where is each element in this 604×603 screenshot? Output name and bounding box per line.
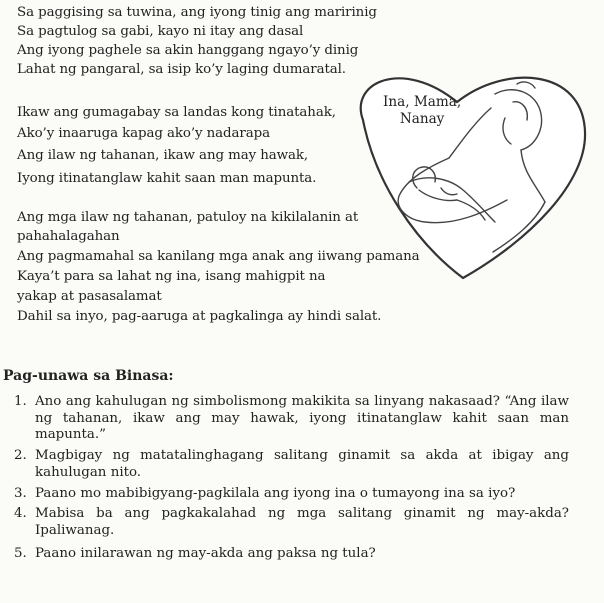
question-item — [14, 506, 569, 539]
caption-line-2: Nanay — [399, 111, 445, 127]
question-item — [14, 546, 569, 563]
poem-line: Ang iyong paghele sa akin hanggang ngayo’y dinig — [17, 43, 359, 58]
question-number: 4. — [14, 506, 27, 521]
question-item — [14, 394, 569, 444]
poem-line: Ako’y inaaruga kapag ako’y nadarapa — [17, 126, 270, 141]
illustration-caption — [383, 94, 461, 128]
question-text: Magbigay ng matatalinghagang salitang ginamit sa akda at ibigay ang kahulugan nito. — [35, 448, 569, 480]
question-item — [14, 448, 569, 481]
poem-line: Lahat ng pangaral, sa isip ko’y laging dumaratal. — [17, 62, 346, 77]
poem-line: pahahalagahan — [17, 229, 120, 244]
caption-line-1: Ina, Mama, — [383, 94, 462, 110]
poem-line: Sa pagtulog sa gabi, kayo ni itay ang dasal — [17, 24, 304, 39]
question-text: Paano inilarawan ng may-akda ang paksa ng tula? — [35, 546, 376, 561]
poem-line: Ang pagmamahal sa kanilang mga anak ang iiwang pamana — [17, 249, 420, 264]
poem-line: Ikaw ang gumagabay sa landas kong tinatahak, — [17, 105, 336, 120]
question-number: 3. — [14, 486, 27, 501]
poem-line: yakap at pasasalamat — [17, 289, 162, 304]
question-text: Mabisa ba ang pagkakalahad ng mga salitang ginamit ng may-akda? Ipaliwanag. — [35, 506, 569, 538]
poem-line: Sa paggising sa tuwina, ang iyong tinig ang maririnig — [17, 5, 377, 20]
question-item — [14, 486, 569, 503]
question-text: Ano ang kahulugan ng simbolismong makikita sa linyang nakasaad? “Ang ilaw ng tahanan, ikaw ang may hawak, iyong itinatanglaw kahit saan man mapunta.” — [35, 394, 569, 442]
poem-line: Ang ilaw ng tahanan, ikaw ang may hawak, — [17, 148, 309, 163]
question-number: 5. — [14, 546, 27, 561]
question-number: 2. — [14, 448, 27, 463]
poem-line: Iyong itinatanglaw kahit saan man mapunta. — [17, 171, 317, 186]
question-number: 1. — [14, 394, 27, 409]
poem-line: Ang mga ilaw ng tahanan, patuloy na kikilalanin at — [17, 210, 359, 225]
poem-line: Kaya’t para sa lahat ng ina, isang mahigpit na — [17, 269, 326, 284]
poem-line: Dahil sa inyo, pag-aaruga at pagkalinga ay hindi salat. — [17, 309, 382, 324]
section-title: Pag-unawa sa Binasa: — [3, 368, 174, 384]
question-text: Paano mo mabibigyang-pagkilala ang iyong ina o tumayong ina sa iyo? — [35, 486, 516, 501]
